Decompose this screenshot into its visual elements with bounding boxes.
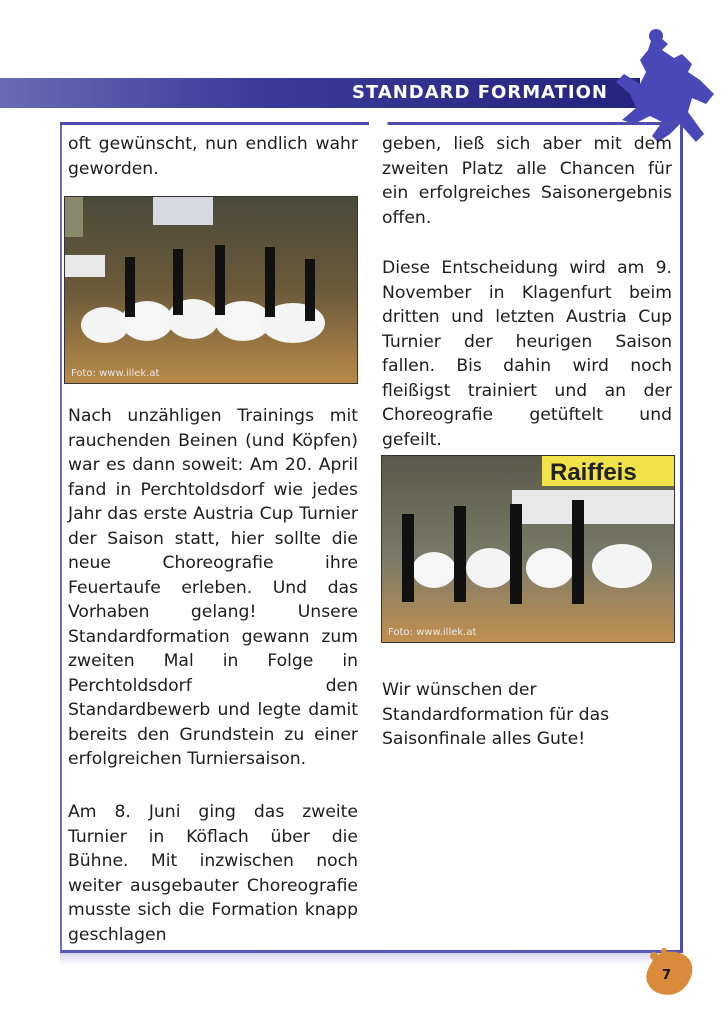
left-paragraph-1: oft gewünscht, nun endlich wahr geworden. [68, 134, 358, 179]
right-paragraph-2: Diese Entscheidung wird am 9. November in Klagenfurt beim dritten und letzten Austria Cup Turnier der heurigen Saison fallen. Bis dahin wird noch fleißigst trainiert und an der Choreografie getüftelt und gefeilt. [382, 258, 672, 450]
right-paragraph-3: Wir wünschen der Standardformation für das Saisonfinale alles Gute! [382, 680, 610, 749]
left-paragraph-2: Nach unzähligen Trainings mit rauchenden Beinen (und Köpfen) war es dann soweit: Am 20. April fand in Perchtoldsdorf wie jedes Jahr das erste Austria Cup Turnier der Saison statt, hier sollte die neue Choreografie ihre Feuertaufe erleben. Und das Vorhaben gelang! Unsere Standardformation gewann zum zweiten Mal in Folge in Perchtoldsdorf den Standardbewerb und legte damit bereits den Grundstein zu einer erfolgreichen Turniersaison. [68, 406, 358, 769]
right-paragraph-1: geben, ließ sich aber mit dem zweiten Platz alle Chancen für ein erfolgreiches Saisonergebnis offen. [382, 134, 672, 228]
formation-photo-2 [381, 455, 675, 643]
page-number-badge [642, 948, 696, 998]
photo-1-credit: Foto: www.illek.at [71, 368, 160, 379]
section-title: STANDARD FORMATION [351, 82, 608, 103]
page-number: 7 [662, 968, 672, 983]
section-header-bar [0, 78, 640, 108]
photo-2-credit: Foto: www.illek.at [388, 627, 477, 638]
photo-2-banner-text: Raiffeis [550, 459, 637, 486]
formation-photo-1 [64, 196, 358, 384]
frame-shadow [60, 951, 682, 965]
formation-photo-2-image [382, 456, 674, 642]
formation-photo-1-image [65, 197, 357, 383]
left-paragraph-3: Am 8. Juni ging das zweite Turnier in Köflach über die Bühne. Mit inzwischen noch weiter ausgebauter Choreografie musste sich die Formation knapp geschlagen [68, 802, 358, 945]
